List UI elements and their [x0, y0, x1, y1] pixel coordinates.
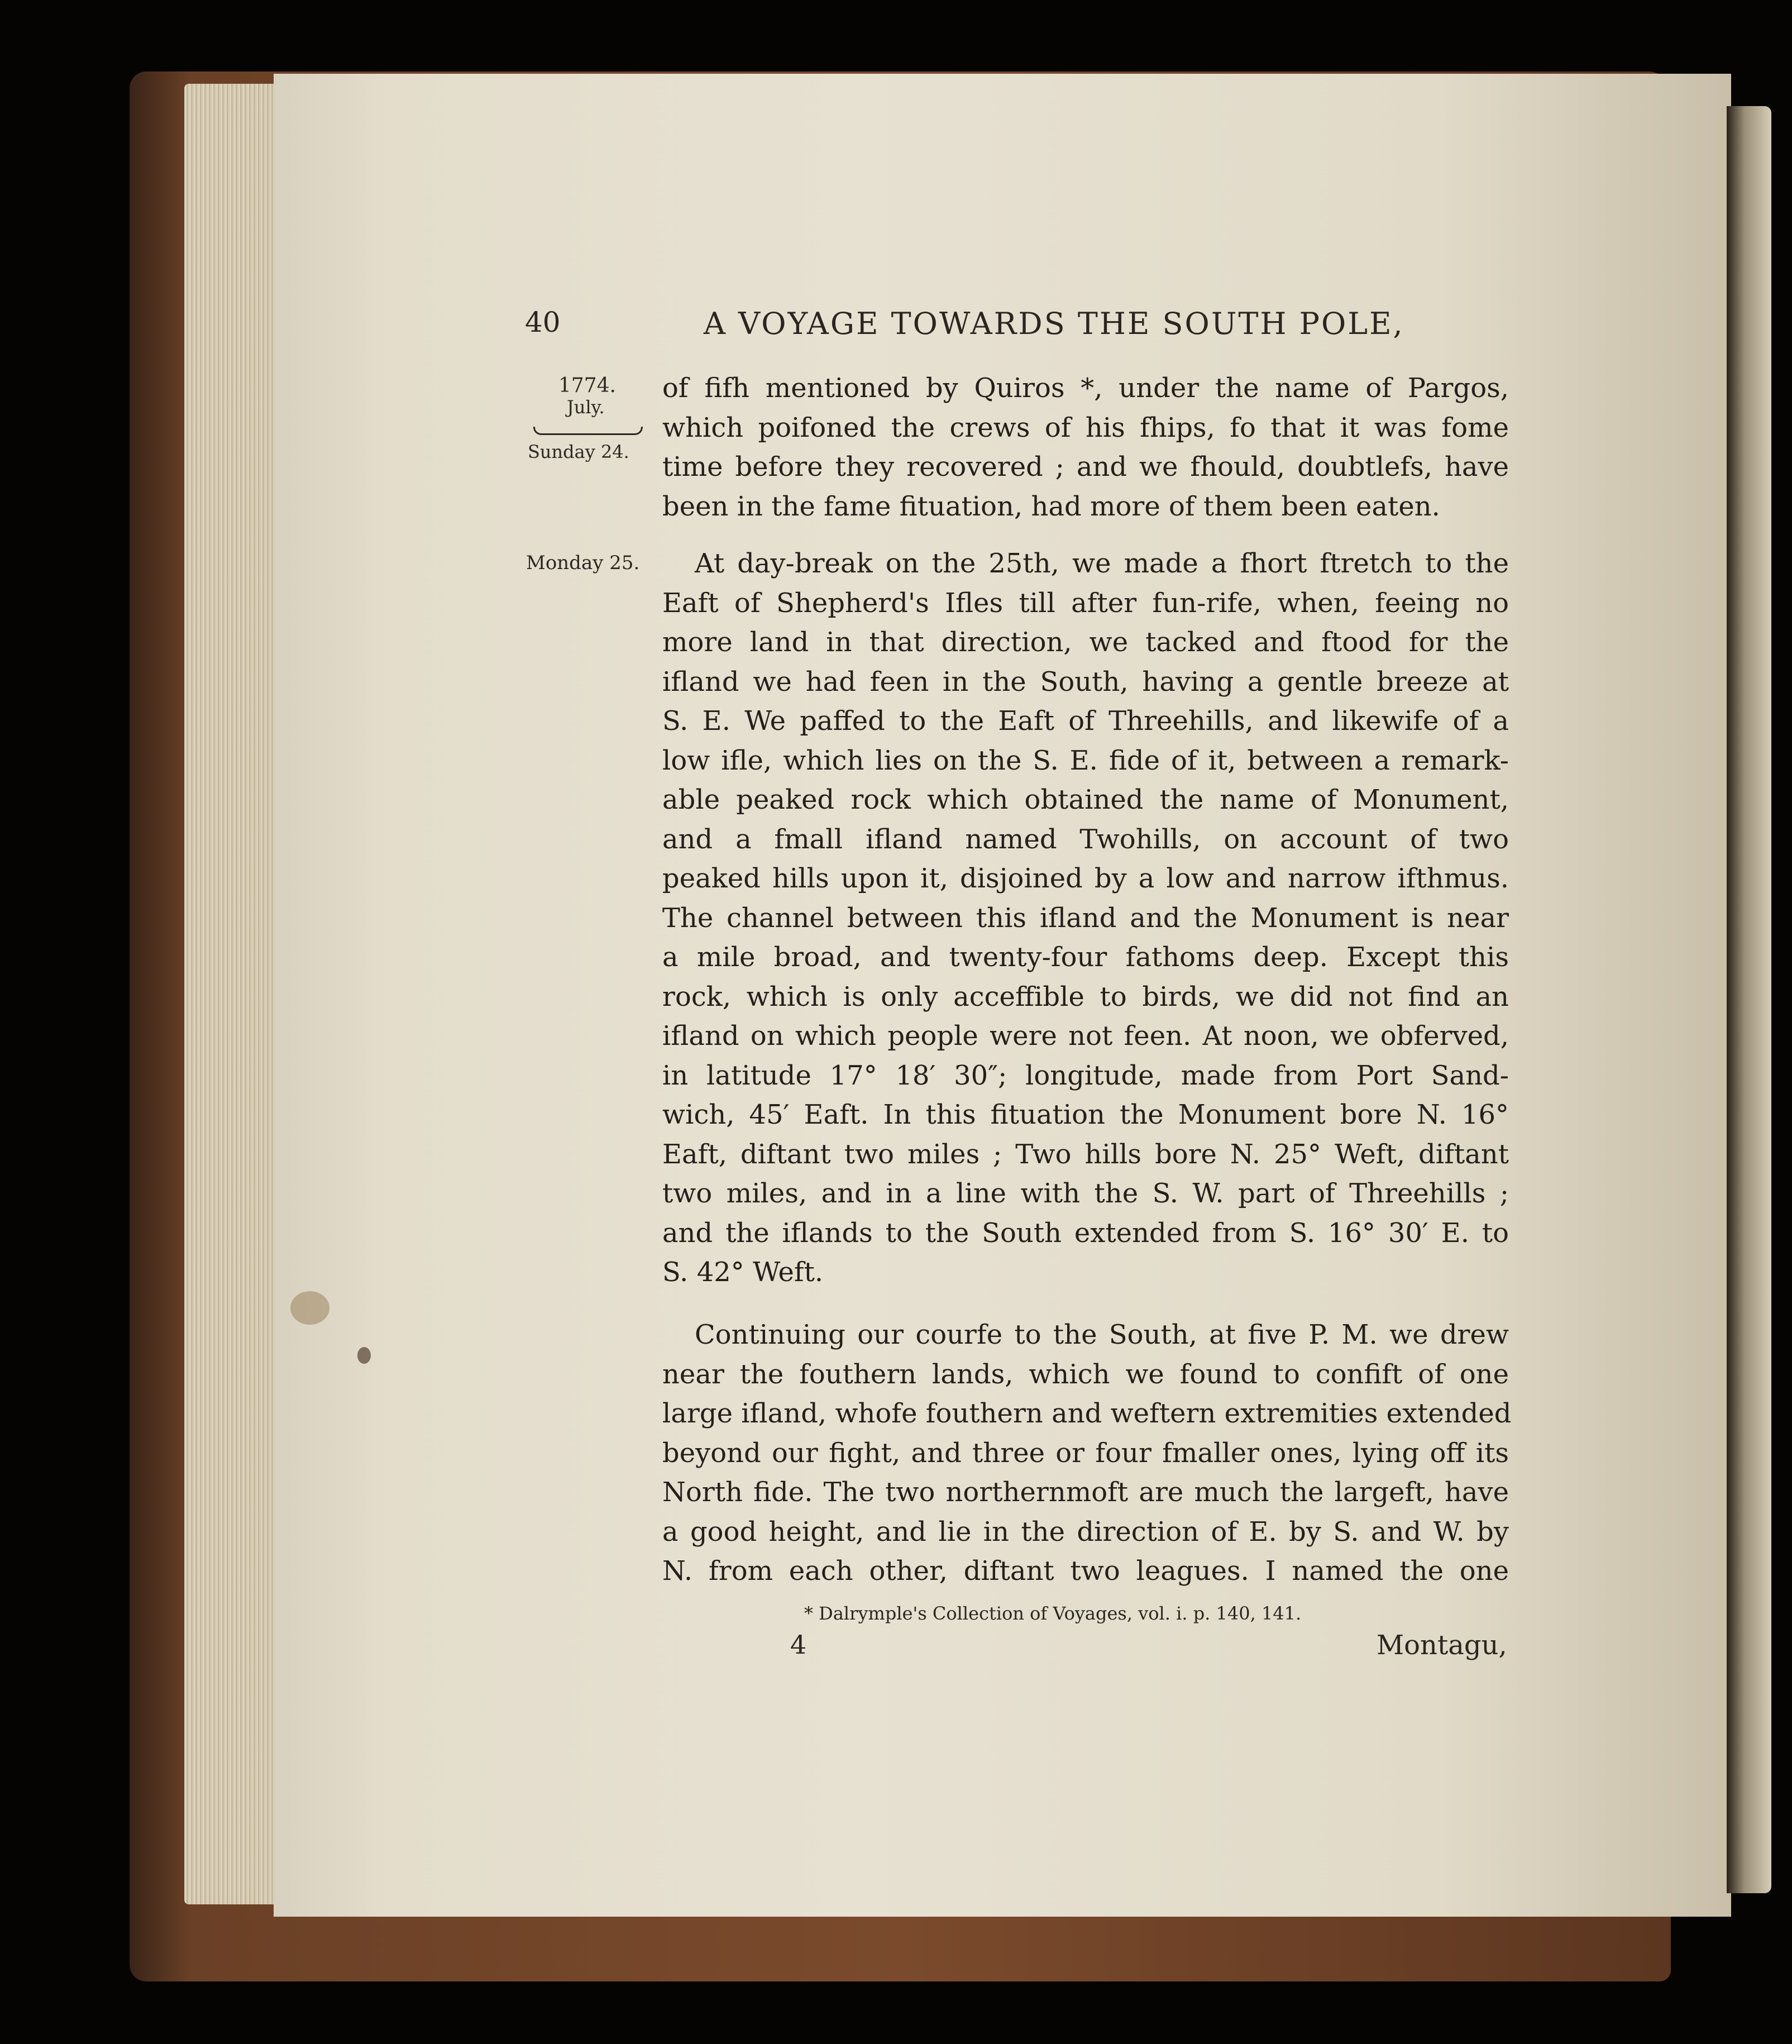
text-line: peaked hills upon it, disjoined by a low and narrow ifthmus.	[662, 863, 1509, 894]
text-line: near the fouthern lands, which we found to confift of one	[662, 1358, 1509, 1390]
text-line: low ifle, which lies on the S. E. fide of it, between a remark-	[662, 744, 1509, 776]
text-line: rock, which is only acceffible to birds, we did not find an	[662, 981, 1509, 1013]
text-line: of fifh mentioned by Quiros *, under the name of Pargos,	[662, 372, 1509, 404]
text-line: S. E. We paffed to the Eaft of Threehills, and likewife of a	[662, 705, 1509, 737]
running-header	[525, 306, 1508, 351]
page-number: 40	[525, 306, 561, 338]
foxing-stain	[290, 1291, 329, 1325]
text-line: two miles, and in a line with the S. W. part of Threehills ;	[662, 1178, 1509, 1209]
text-line: a good height, and lie in the direction of E. by S. and W. by	[662, 1516, 1509, 1548]
text-line: able peaked rock which obtained the name of Monument,	[662, 784, 1509, 815]
next-page-edge	[1727, 106, 1771, 1893]
margin-date-sunday: Sunday 24.	[528, 441, 629, 462]
text-line: ifland on which people were not feen. At noon, we obferved,	[662, 1020, 1509, 1052]
text-line: The channel between this ifland and the Monument is near	[662, 902, 1509, 934]
foxing-spot	[357, 1347, 371, 1364]
text-line: large ifland, whofe fouthern and weftern extremities extended	[662, 1398, 1512, 1429]
text-line: wich, 45′ Eaft. In this fituation the Monument bore N. 16°	[662, 1099, 1509, 1130]
margin-year: 1774.	[558, 374, 617, 397]
text-line: S. 42° Weft.	[662, 1257, 824, 1288]
text-line: a mile broad, and twenty-four fathoms deep. Except this	[662, 942, 1509, 973]
text-line: and a fmall ifland named Twohills, on account of two	[662, 823, 1509, 855]
margin-bracket	[533, 427, 643, 435]
text-line: time before they recovered ; and we fhould, doubtlefs, have	[662, 451, 1509, 483]
text-line: beyond our fight, and three or four fmaller ones, lying off its	[662, 1437, 1509, 1469]
margin-date-monday: Monday 25.	[526, 552, 640, 574]
margin-month: July.	[567, 397, 605, 418]
paragraph-3	[662, 1315, 1512, 1591]
running-title: A VOYAGE TOWARDS THE SOUTH POLE,	[704, 306, 1404, 341]
paragraph-2	[662, 544, 1509, 1292]
signature-mark: 4	[790, 1630, 807, 1660]
text-line: been in the fame fituation, had more of them been eaten.	[662, 490, 1440, 522]
text-line: and the iflands to the South extended from S. 16° 30′ E. to	[662, 1217, 1509, 1249]
catchword: Montagu,	[1377, 1630, 1507, 1661]
text-line: Continuing our courfe to the South, at five P. M. we drew	[695, 1319, 1509, 1350]
text-line: which poifoned the crews of his fhips, fo that it was fome	[662, 412, 1509, 443]
text-line: Eaft, diftant two miles ; Two hills bore N. 25° Weft, diftant	[662, 1138, 1509, 1170]
text-line: N. from each other, diftant two leagues. I named the one	[662, 1555, 1509, 1587]
text-line: Eaft of Shepherd's Ifles till after fun-rife, when, feeing no	[662, 587, 1509, 619]
text-line: North fide. The two northernmoft are much the largeft, have	[662, 1477, 1509, 1508]
text-line: ifland we had feen in the South, having a gentle breeze at	[662, 666, 1509, 698]
paragraph-1	[662, 369, 1509, 526]
footnote: * Dalrymple's Collection of Voyages, vol. i. p. 140, 141.	[804, 1603, 1302, 1624]
text-line: At day-break on the 25th, we made a fhort ftretch to the	[695, 548, 1509, 579]
text-line: in latitude 17° 18′ 30″; longitude, made from Port Sand-	[662, 1059, 1509, 1091]
text-line: more land in that direction, we tacked and ftood for the	[662, 627, 1509, 658]
